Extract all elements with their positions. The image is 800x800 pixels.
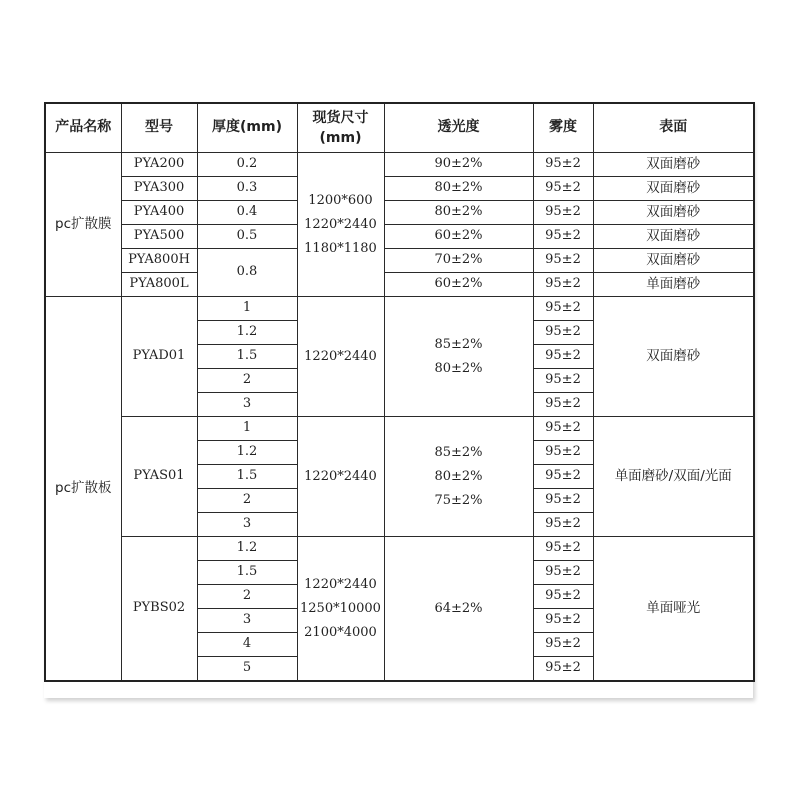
surface-cell: 双面磨砂 bbox=[593, 249, 754, 273]
thickness-cell: 2 bbox=[197, 369, 297, 393]
thickness-cell: 1.2 bbox=[197, 321, 297, 345]
header-size-label: 现货尺寸 bbox=[312, 110, 369, 126]
haze-cell: 95±2 bbox=[533, 633, 593, 657]
haze-cell: 95±2 bbox=[533, 345, 593, 369]
transmittance-value: 85±2% bbox=[434, 444, 483, 460]
table-row bbox=[45, 297, 754, 321]
size-value: 1220*2440 bbox=[304, 576, 377, 592]
haze-cell: 95±2 bbox=[533, 585, 593, 609]
header-size bbox=[297, 103, 384, 153]
size-value: 1180*1180 bbox=[304, 240, 377, 256]
haze-cell: 95±2 bbox=[533, 537, 593, 561]
thickness-cell: 0.2 bbox=[197, 153, 297, 177]
table-row bbox=[45, 201, 754, 225]
spec-table-sheet bbox=[44, 102, 753, 698]
transmittance-value: 85±2% bbox=[434, 336, 483, 352]
thickness-cell: 0.5 bbox=[197, 225, 297, 249]
thickness-cell: 3 bbox=[197, 393, 297, 417]
header-thickness: 厚度(mm) bbox=[197, 103, 297, 153]
transmittance-cell bbox=[384, 537, 533, 682]
transmittance-cell: 60±2% bbox=[384, 273, 533, 297]
haze-cell: 95±2 bbox=[533, 441, 593, 465]
size-value: 2100*4000 bbox=[304, 624, 377, 640]
size-cell bbox=[297, 297, 384, 417]
model-cell: PYAD01 bbox=[121, 297, 197, 417]
header-transmittance: 透光度 bbox=[384, 103, 533, 153]
haze-cell: 95±2 bbox=[533, 417, 593, 441]
thickness-cell: 0.3 bbox=[197, 177, 297, 201]
surface-cell: 双面磨砂 bbox=[593, 177, 754, 201]
surface-cell: 双面磨砂 bbox=[593, 153, 754, 177]
model-cell: PYA800H bbox=[121, 249, 197, 273]
haze-cell: 95±2 bbox=[533, 249, 593, 273]
haze-cell: 95±2 bbox=[533, 657, 593, 682]
transmittance-value: 64±2% bbox=[434, 600, 483, 616]
transmittance-cell: 60±2% bbox=[384, 225, 533, 249]
transmittance-value: 75±2% bbox=[434, 492, 483, 508]
thickness-cell: 0.8 bbox=[197, 249, 297, 297]
haze-cell: 95±2 bbox=[533, 513, 593, 537]
thickness-cell: 4 bbox=[197, 633, 297, 657]
size-value: 1200*600 bbox=[308, 192, 373, 208]
transmittance-cell: 80±2% bbox=[384, 201, 533, 225]
product-name-cell: pc扩散膜 bbox=[45, 153, 121, 297]
haze-cell: 95±2 bbox=[533, 561, 593, 585]
haze-cell: 95±2 bbox=[533, 201, 593, 225]
size-value: 1220*2440 bbox=[304, 348, 377, 364]
model-cell: PYA200 bbox=[121, 153, 197, 177]
surface-cell: 双面磨砂 bbox=[593, 225, 754, 249]
thickness-cell: 1.5 bbox=[197, 561, 297, 585]
surface-cell: 双面磨砂 bbox=[593, 201, 754, 225]
transmittance-cell: 70±2% bbox=[384, 249, 533, 273]
surface-cell: 双面磨砂 bbox=[593, 297, 754, 417]
transmittance-value: 80±2% bbox=[434, 468, 483, 484]
model-cell: PYA500 bbox=[121, 225, 197, 249]
thickness-cell: 1.5 bbox=[197, 345, 297, 369]
size-value: 1220*2440 bbox=[304, 468, 377, 484]
table-row bbox=[45, 537, 754, 561]
thickness-cell: 5 bbox=[197, 657, 297, 682]
table-row bbox=[45, 273, 754, 297]
haze-cell: 95±2 bbox=[533, 609, 593, 633]
header-product-name: 产品名称 bbox=[45, 103, 121, 153]
transmittance-cell bbox=[384, 417, 533, 537]
header-size-unit: (mm) bbox=[319, 130, 362, 146]
haze-cell: 95±2 bbox=[533, 393, 593, 417]
surface-cell: 单面磨砂 bbox=[593, 273, 754, 297]
thickness-cell: 2 bbox=[197, 585, 297, 609]
surface-cell: 单面哑光 bbox=[593, 537, 754, 682]
thickness-cell: 1.2 bbox=[197, 441, 297, 465]
size-cell bbox=[297, 153, 384, 297]
table-row bbox=[45, 225, 754, 249]
thickness-cell: 1.2 bbox=[197, 537, 297, 561]
size-value: 1220*2440 bbox=[304, 216, 377, 232]
header-surface: 表面 bbox=[593, 103, 754, 153]
thickness-cell: 0.4 bbox=[197, 201, 297, 225]
transmittance-cell: 80±2% bbox=[384, 177, 533, 201]
transmittance-cell: 90±2% bbox=[384, 153, 533, 177]
table-row bbox=[45, 177, 754, 201]
haze-cell: 95±2 bbox=[533, 465, 593, 489]
size-cell bbox=[297, 537, 384, 682]
product-name-cell: pc扩散板 bbox=[45, 297, 121, 682]
transmittance-cell bbox=[384, 297, 533, 417]
model-cell: PYAS01 bbox=[121, 417, 197, 537]
haze-cell: 95±2 bbox=[533, 297, 593, 321]
thickness-cell: 1.5 bbox=[197, 465, 297, 489]
spec-table bbox=[44, 102, 755, 682]
thickness-cell: 1 bbox=[197, 297, 297, 321]
transmittance-value: 80±2% bbox=[434, 360, 483, 376]
model-cell: PYBS02 bbox=[121, 537, 197, 682]
header-row bbox=[45, 103, 754, 153]
thickness-cell: 3 bbox=[197, 513, 297, 537]
table-row bbox=[45, 249, 754, 273]
size-cell bbox=[297, 417, 384, 537]
header-model: 型号 bbox=[121, 103, 197, 153]
thickness-cell: 3 bbox=[197, 609, 297, 633]
haze-cell: 95±2 bbox=[533, 489, 593, 513]
haze-cell: 95±2 bbox=[533, 225, 593, 249]
haze-cell: 95±2 bbox=[533, 273, 593, 297]
surface-cell: 单面磨砂/双面/光面 bbox=[593, 417, 754, 537]
haze-cell: 95±2 bbox=[533, 369, 593, 393]
haze-cell: 95±2 bbox=[533, 321, 593, 345]
table-row bbox=[45, 153, 754, 177]
haze-cell: 95±2 bbox=[533, 153, 593, 177]
thickness-cell: 1 bbox=[197, 417, 297, 441]
thickness-cell: 2 bbox=[197, 489, 297, 513]
table-row bbox=[45, 417, 754, 441]
size-value: 1250*10000 bbox=[300, 600, 381, 616]
model-cell: PYA300 bbox=[121, 177, 197, 201]
haze-cell: 95±2 bbox=[533, 177, 593, 201]
header-haze: 雾度 bbox=[533, 103, 593, 153]
model-cell: PYA800L bbox=[121, 273, 197, 297]
model-cell: PYA400 bbox=[121, 201, 197, 225]
